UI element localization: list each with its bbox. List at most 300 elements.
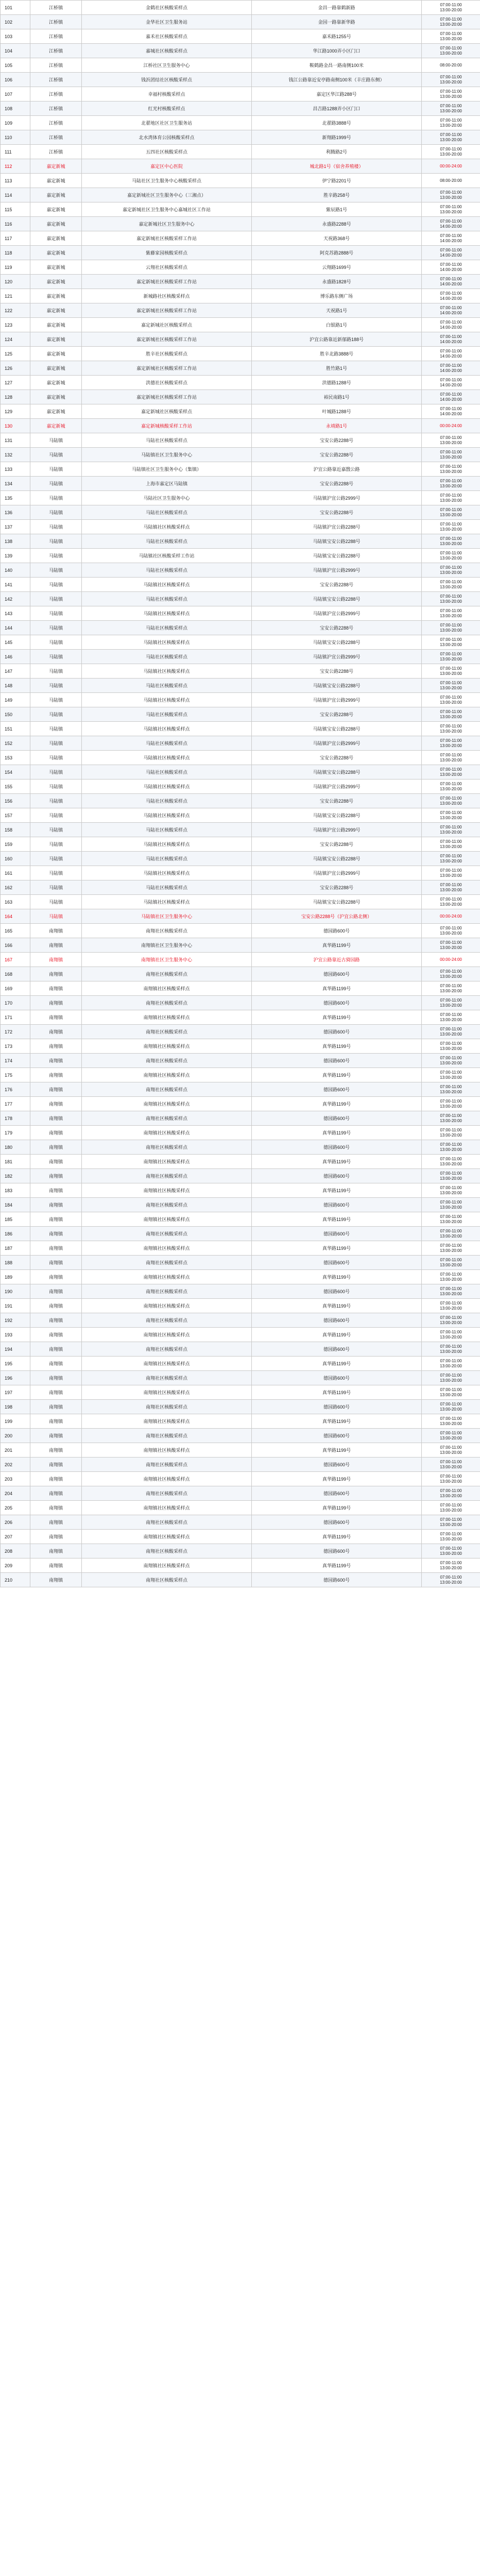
table-row (1, 1342, 480, 1357)
address-cell: 德园路600号 (252, 924, 422, 938)
address-cell: 胜辛北路3888号 (252, 347, 422, 361)
hours-cell: 07:00-11:00 14:00-20:00 (422, 217, 480, 231)
site-name-cell: 马陆镇社区核酸采样点 (82, 808, 252, 823)
table-row (1, 15, 480, 29)
hours-cell: 07:00-11:00 13:00-20:00 (422, 1342, 480, 1357)
table-row (1, 1256, 480, 1270)
hours-cell: 07:00-11:00 13:00-20:00 (422, 1313, 480, 1328)
row-number: 204 (1, 1486, 30, 1501)
hours-cell: 07:00-11:00 13:00-20:00 (422, 1515, 480, 1530)
site-name-cell: 南翔镇社区核酸采样点 (82, 1241, 252, 1256)
district-cell: 南翔镇 (30, 1256, 82, 1270)
site-name-cell: 马陆社区核酸采样点 (82, 679, 252, 693)
site-name-cell: 南翔社区核酸采样点 (82, 1486, 252, 1501)
site-name-cell: 南翔社区核酸采样点 (82, 1025, 252, 1039)
address-cell: 马陆镇宝安公路2288号 (252, 765, 422, 779)
site-name-cell: 南翔镇社区核酸采样点 (82, 1212, 252, 1227)
hours-cell: 07:00-11:00 13:00-20:00 (422, 722, 480, 736)
hours-cell: 07:00-11:00 13:00-20:00 (422, 1558, 480, 1573)
site-name-cell: 马陆社区核酸采样点 (82, 736, 252, 751)
table-row (1, 1025, 480, 1039)
table-row (1, 1198, 480, 1212)
table-row (1, 477, 480, 491)
hours-cell: 07:00-11:00 13:00-20:00 (422, 1054, 480, 1068)
district-cell: 江桥镇 (30, 101, 82, 116)
table-row (1, 823, 480, 837)
site-name-cell: 嘉定新城社区核酸采样点 (82, 318, 252, 332)
row-number: 158 (1, 823, 30, 837)
row-number: 169 (1, 981, 30, 996)
address-cell: 沪宜公路靠近古猗园路 (252, 953, 422, 967)
row-number: 132 (1, 448, 30, 462)
district-cell: 南翔镇 (30, 1025, 82, 1039)
row-number: 183 (1, 1183, 30, 1198)
row-number: 148 (1, 679, 30, 693)
hours-cell: 07:00-11:00 13:00-20:00 (422, 1414, 480, 1429)
district-cell: 马陆镇 (30, 751, 82, 765)
row-number: 181 (1, 1155, 30, 1169)
address-cell: 沪宜公路靠近新郁路188号 (252, 332, 422, 347)
table-row (1, 707, 480, 722)
row-number: 116 (1, 217, 30, 231)
row-number: 149 (1, 693, 30, 707)
table-row (1, 1414, 480, 1429)
row-number: 143 (1, 606, 30, 621)
row-number: 152 (1, 736, 30, 751)
table-row (1, 390, 480, 404)
address-cell: 马陆镇宝安公路2288号 (252, 592, 422, 606)
address-cell: 德园路600号 (252, 1227, 422, 1241)
table-row (1, 448, 480, 462)
address-cell: 天祝路368号 (252, 231, 422, 246)
site-name-cell: 钱浜团结社区核酸采样点 (82, 73, 252, 87)
district-cell: 南翔镇 (30, 1486, 82, 1501)
table-row (1, 578, 480, 592)
row-number: 174 (1, 1054, 30, 1068)
row-number: 157 (1, 808, 30, 823)
district-cell: 马陆镇 (30, 534, 82, 549)
site-name-cell: 嘉定新城社区核酸采样工作站 (82, 231, 252, 246)
site-name-cell: 马陆镇社区核酸采样点 (82, 751, 252, 765)
address-cell: 德园路600号 (252, 1111, 422, 1126)
district-cell: 嘉定新城 (30, 188, 82, 202)
district-cell: 江桥镇 (30, 130, 82, 145)
district-cell: 南翔镇 (30, 1068, 82, 1082)
district-cell: 南翔镇 (30, 1270, 82, 1284)
hours-cell: 07:00-11:00 13:00-20:00 (422, 202, 480, 217)
address-cell: 金昌一路靠鹤新路 (252, 1, 422, 15)
site-name-cell: 胜辛社区核酸采样点 (82, 347, 252, 361)
district-cell: 马陆镇 (30, 621, 82, 635)
table-row (1, 736, 480, 751)
hours-cell: 07:00-11:00 13:00-20:00 (422, 1169, 480, 1183)
address-cell: 真华路1199号 (252, 1530, 422, 1544)
address-cell: 阿克苏路2888号 (252, 246, 422, 260)
site-name-cell: 马陆社区核酸采样点 (82, 707, 252, 722)
district-cell: 南翔镇 (30, 1284, 82, 1299)
table-row (1, 1385, 480, 1400)
row-number: 144 (1, 621, 30, 635)
hours-cell: 07:00-11:00 13:00-20:00 (422, 505, 480, 520)
district-cell: 江桥镇 (30, 1, 82, 15)
row-number: 154 (1, 765, 30, 779)
site-name-cell: 嘉定新城社区核酸采样工作站 (82, 390, 252, 404)
row-number: 120 (1, 275, 30, 289)
site-name-cell: 江桥社区卫生服务中心 (82, 58, 252, 73)
hours-cell: 07:00-11:00 13:00-20:00 (422, 87, 480, 101)
address-cell: 德园路600号 (252, 1140, 422, 1155)
hours-cell: 07:00-11:00 13:00-20:00 (422, 606, 480, 621)
address-cell: 德园路600号 (252, 996, 422, 1010)
hours-cell: 07:00-11:00 13:00-20:00 (422, 130, 480, 145)
address-cell: 马陆镇沪宜公路2999号 (252, 823, 422, 837)
address-cell: 真华路1199号 (252, 1097, 422, 1111)
row-number: 141 (1, 578, 30, 592)
row-number: 123 (1, 318, 30, 332)
site-name-cell: 南翔社区核酸采样点 (82, 1082, 252, 1097)
table-row (1, 866, 480, 880)
table-row (1, 260, 480, 275)
row-number: 205 (1, 1501, 30, 1515)
hours-cell: 07:00-11:00 13:00-20:00 (422, 15, 480, 29)
table-row (1, 58, 480, 73)
row-number: 139 (1, 549, 30, 563)
site-name-cell: 金华社区卫生服务站 (82, 15, 252, 29)
address-cell: 德园路600号 (252, 1400, 422, 1414)
district-cell: 马陆镇 (30, 664, 82, 679)
district-cell: 南翔镇 (30, 1357, 82, 1371)
district-cell: 南翔镇 (30, 1385, 82, 1400)
table-row (1, 1140, 480, 1155)
hours-cell: 07:00-11:00 13:00-20:00 (422, 1198, 480, 1212)
address-cell: 金园一路靠新华路 (252, 15, 422, 29)
district-cell: 南翔镇 (30, 967, 82, 981)
address-cell: 天祝路1号 (252, 303, 422, 318)
hours-cell: 07:00-11:00 13:00-20:00 (422, 29, 480, 44)
hours-cell: 07:00-11:00 13:00-20:00 (422, 664, 480, 679)
site-name-cell: 嘉定新城社区卫生服务中心（三湘点） (82, 188, 252, 202)
hours-cell: 07:00-11:00 14:00-20:00 (422, 260, 480, 275)
site-name-cell: 南翔镇社区核酸采样点 (82, 1299, 252, 1313)
table-row (1, 549, 480, 563)
district-cell: 马陆镇 (30, 462, 82, 477)
row-number: 101 (1, 1, 30, 15)
row-number: 131 (1, 433, 30, 448)
row-number: 176 (1, 1082, 30, 1097)
site-name-cell: 嘉定新城社区核酸采样工作站 (82, 303, 252, 318)
hours-cell: 07:00-11:00 13:00-20:00 (422, 1328, 480, 1342)
address-cell: 德园路600号 (252, 1486, 422, 1501)
district-cell: 江桥镇 (30, 87, 82, 101)
row-number: 207 (1, 1530, 30, 1544)
hours-cell: 07:00-11:00 13:00-20:00 (422, 924, 480, 938)
table-row (1, 275, 480, 289)
district-cell: 嘉定新城 (30, 318, 82, 332)
hours-cell: 07:00-11:00 13:00-20:00 (422, 145, 480, 159)
district-cell: 马陆镇 (30, 477, 82, 491)
hours-cell: 07:00-11:00 13:00-20:00 (422, 621, 480, 635)
hours-cell: 07:00-11:00 13:00-20:00 (422, 116, 480, 130)
site-name-cell: 南翔社区核酸采样点 (82, 1140, 252, 1155)
district-cell: 嘉定新城 (30, 303, 82, 318)
hours-cell: 07:00-11:00 13:00-20:00 (422, 491, 480, 505)
hours-cell: 07:00-11:00 13:00-20:00 (422, 520, 480, 534)
row-number: 111 (1, 145, 30, 159)
hours-cell: 07:00-11:00 14:00-20:00 (422, 231, 480, 246)
row-number: 198 (1, 1400, 30, 1414)
table-row (1, 765, 480, 779)
address-cell: 真华路1199号 (252, 1068, 422, 1082)
bottom-spacer (0, 1587, 480, 1591)
address-cell: 德园路600号 (252, 1025, 422, 1039)
row-number: 128 (1, 390, 30, 404)
row-number: 194 (1, 1342, 30, 1357)
district-cell: 南翔镇 (30, 1458, 82, 1472)
row-number: 122 (1, 303, 30, 318)
hours-cell: 07:00-11:00 13:00-20:00 (422, 1, 480, 15)
address-cell: 宝安公路2288号 (252, 880, 422, 895)
row-number: 171 (1, 1010, 30, 1025)
row-number: 201 (1, 1443, 30, 1458)
address-cell: 马陆镇沪宜公路2999号 (252, 650, 422, 664)
site-name-cell: 南翔社区核酸采样点 (82, 1400, 252, 1414)
row-number: 159 (1, 837, 30, 852)
district-cell: 马陆镇 (30, 823, 82, 837)
table-row (1, 491, 480, 505)
district-cell: 马陆镇 (30, 707, 82, 722)
row-number: 113 (1, 174, 30, 188)
site-name-cell: 南翔镇社区核酸采样点 (82, 1443, 252, 1458)
table-row (1, 1227, 480, 1241)
row-number: 133 (1, 462, 30, 477)
table-row (1, 1313, 480, 1328)
district-cell: 马陆镇 (30, 837, 82, 852)
site-name-cell: 马陆社区核酸采样点 (82, 794, 252, 808)
table-row (1, 1515, 480, 1530)
address-cell: 德园路600号 (252, 1054, 422, 1068)
address-cell: 真华路1199号 (252, 981, 422, 996)
address-cell: 德园路600号 (252, 1544, 422, 1558)
table-row (1, 1458, 480, 1472)
table-row (1, 505, 480, 520)
row-number: 210 (1, 1573, 30, 1587)
district-cell: 南翔镇 (30, 1328, 82, 1342)
hours-cell: 07:00-11:00 13:00-20:00 (422, 1082, 480, 1097)
site-name-cell: 南翔镇社区核酸采样点 (82, 1385, 252, 1400)
address-cell: 裕民南路1号 (252, 390, 422, 404)
table-row (1, 1183, 480, 1198)
row-number: 105 (1, 58, 30, 73)
table-row (1, 534, 480, 549)
row-number: 107 (1, 87, 30, 101)
table-row (1, 361, 480, 376)
district-cell: 南翔镇 (30, 953, 82, 967)
site-name-cell: 南翔镇社区核酸采样点 (82, 1357, 252, 1371)
table-row (1, 419, 480, 433)
address-cell: 真华路1199号 (252, 1126, 422, 1140)
row-number: 189 (1, 1270, 30, 1284)
row-number: 185 (1, 1212, 30, 1227)
hours-cell: 07:00-11:00 13:00-20:00 (422, 1025, 480, 1039)
table-row (1, 202, 480, 217)
hours-cell: 00:00-24:00 (422, 419, 480, 433)
row-number: 151 (1, 722, 30, 736)
district-cell: 嘉定新城 (30, 202, 82, 217)
district-cell: 南翔镇 (30, 1299, 82, 1313)
row-number: 117 (1, 231, 30, 246)
hours-cell: 07:00-11:00 13:00-20:00 (422, 1429, 480, 1443)
row-number: 170 (1, 996, 30, 1010)
address-cell: 真华路1199号 (252, 1183, 422, 1198)
row-number: 118 (1, 246, 30, 260)
hours-cell: 07:00-11:00 13:00-20:00 (422, 852, 480, 866)
hours-cell: 07:00-11:00 13:00-20:00 (422, 1126, 480, 1140)
table-row (1, 347, 480, 361)
district-cell: 南翔镇 (30, 1429, 82, 1443)
row-number: 199 (1, 1414, 30, 1429)
site-name-cell: 嘉禾社区核酸采样点 (82, 29, 252, 44)
hours-cell: 07:00-11:00 13:00-20:00 (422, 1039, 480, 1054)
address-cell: 永靖路1号 (252, 419, 422, 433)
address-cell: 德园路600号 (252, 1169, 422, 1183)
hours-cell: 07:00-11:00 13:00-20:00 (422, 981, 480, 996)
district-cell: 南翔镇 (30, 1558, 82, 1573)
address-cell: 真华路1199号 (252, 1414, 422, 1429)
table-row (1, 1054, 480, 1068)
row-number: 160 (1, 852, 30, 866)
table-row (1, 404, 480, 419)
district-cell: 南翔镇 (30, 1155, 82, 1169)
district-cell: 江桥镇 (30, 145, 82, 159)
table-row (1, 794, 480, 808)
hours-cell: 07:00-11:00 13:00-20:00 (422, 1270, 480, 1284)
table-row (1, 953, 480, 967)
district-cell: 南翔镇 (30, 1414, 82, 1429)
row-number: 173 (1, 1039, 30, 1054)
hours-cell: 07:00-11:00 14:00-20:00 (422, 246, 480, 260)
table-row (1, 289, 480, 303)
district-cell: 江桥镇 (30, 73, 82, 87)
site-name-cell: 马陆社区核酸采样点 (82, 650, 252, 664)
address-cell: 马陆镇沪宜公路2999号 (252, 563, 422, 578)
district-cell: 嘉定新城 (30, 231, 82, 246)
hours-cell: 08:00-20:00 (422, 58, 480, 73)
district-cell: 南翔镇 (30, 1573, 82, 1587)
district-cell: 南翔镇 (30, 996, 82, 1010)
district-cell: 嘉定新城 (30, 159, 82, 174)
table-row (1, 246, 480, 260)
hours-cell: 07:00-11:00 13:00-20:00 (422, 967, 480, 981)
district-cell: 嘉定新城 (30, 246, 82, 260)
address-cell: 真华路1199号 (252, 1472, 422, 1486)
hours-cell: 07:00-11:00 13:00-20:00 (422, 477, 480, 491)
site-name-cell: 南翔社区核酸采样点 (82, 1198, 252, 1212)
site-name-cell: 马陆镇社区卫生服务中心（集镇） (82, 462, 252, 477)
site-name-cell: 南翔社区核酸采样点 (82, 1515, 252, 1530)
site-name-cell: 南翔镇社区核酸采样点 (82, 1270, 252, 1284)
address-cell: 德园路600号 (252, 1573, 422, 1587)
site-name-cell: 南翔社区核酸采样点 (82, 1458, 252, 1472)
address-cell: 宝安公路2288号 (252, 433, 422, 448)
district-cell: 南翔镇 (30, 1010, 82, 1025)
address-cell: 德园路600号 (252, 1313, 422, 1328)
address-cell: 马陆镇宝安公路2288号 (252, 534, 422, 549)
address-cell: 真华路1199号 (252, 1241, 422, 1256)
hours-cell: 07:00-11:00 13:00-20:00 (422, 188, 480, 202)
address-cell: 永盛路2288号 (252, 217, 422, 231)
site-name-cell: 南翔镇社区核酸采样点 (82, 1558, 252, 1573)
site-name-cell: 马陆社区核酸采样点 (82, 505, 252, 520)
row-number: 140 (1, 563, 30, 578)
row-number: 150 (1, 707, 30, 722)
row-number: 156 (1, 794, 30, 808)
table-row (1, 996, 480, 1010)
row-number: 209 (1, 1558, 30, 1573)
site-name-cell: 马陆社区核酸采样点 (82, 433, 252, 448)
hours-cell: 07:00-11:00 14:00-20:00 (422, 318, 480, 332)
table-row (1, 1126, 480, 1140)
site-name-cell: 北水湾体育公园核酸采样点 (82, 130, 252, 145)
hours-cell: 07:00-11:00 13:00-20:00 (422, 1183, 480, 1198)
site-name-cell: 马陆社区核酸采样点 (82, 563, 252, 578)
district-cell: 南翔镇 (30, 1515, 82, 1530)
site-name-cell: 马陆社区核酸采样点 (82, 534, 252, 549)
address-cell: 马陆镇宝安公路2288号 (252, 679, 422, 693)
address-cell: 马陆镇宝安公路2288号 (252, 852, 422, 866)
hours-cell: 07:00-11:00 13:00-20:00 (422, 880, 480, 895)
district-cell: 马陆镇 (30, 592, 82, 606)
site-name-cell: 南翔镇社区核酸采样点 (82, 1414, 252, 1429)
table-row (1, 895, 480, 909)
row-number: 167 (1, 953, 30, 967)
address-cell: 宝安公路2288号 (252, 794, 422, 808)
hours-cell: 07:00-11:00 13:00-20:00 (422, 679, 480, 693)
address-cell: 利腾路2号 (252, 145, 422, 159)
table-row (1, 1501, 480, 1515)
table-row (1, 967, 480, 981)
district-cell: 江桥镇 (30, 116, 82, 130)
hours-cell: 07:00-11:00 13:00-20:00 (422, 462, 480, 477)
site-name-cell: 马陆镇社区核酸采样工作站 (82, 549, 252, 563)
address-cell: 永盛路1828号 (252, 275, 422, 289)
site-name-cell: 马陆镇社区核酸采样点 (82, 722, 252, 736)
hours-cell: 07:00-11:00 13:00-20:00 (422, 1530, 480, 1544)
district-cell: 江桥镇 (30, 15, 82, 29)
hours-cell: 07:00-11:00 14:00-20:00 (422, 376, 480, 390)
row-number: 153 (1, 751, 30, 765)
site-name-cell: 南翔镇社区核酸采样点 (82, 1183, 252, 1198)
table-row (1, 1, 480, 15)
district-cell: 南翔镇 (30, 1544, 82, 1558)
district-cell: 马陆镇 (30, 549, 82, 563)
table-row (1, 376, 480, 390)
hours-cell: 07:00-11:00 13:00-20:00 (422, 1111, 480, 1126)
site-name-cell: 马陆社区核酸采样点 (82, 852, 252, 866)
row-number: 138 (1, 534, 30, 549)
hours-cell: 00:00-24:00 (422, 159, 480, 174)
site-name-cell: 马陆社区核酸采样点 (82, 765, 252, 779)
site-name-cell: 马陆镇社区核酸采样点 (82, 578, 252, 592)
row-number: 108 (1, 101, 30, 116)
table-row (1, 188, 480, 202)
hours-cell: 07:00-11:00 13:00-20:00 (422, 549, 480, 563)
hours-cell: 07:00-11:00 13:00-20:00 (422, 1284, 480, 1299)
hours-cell: 07:00-11:00 13:00-20:00 (422, 1486, 480, 1501)
hours-cell: 07:00-11:00 13:00-20:00 (422, 44, 480, 58)
district-cell: 南翔镇 (30, 1126, 82, 1140)
address-cell: 真华路1199号 (252, 1010, 422, 1025)
hours-cell: 08:00-20:00 (422, 174, 480, 188)
